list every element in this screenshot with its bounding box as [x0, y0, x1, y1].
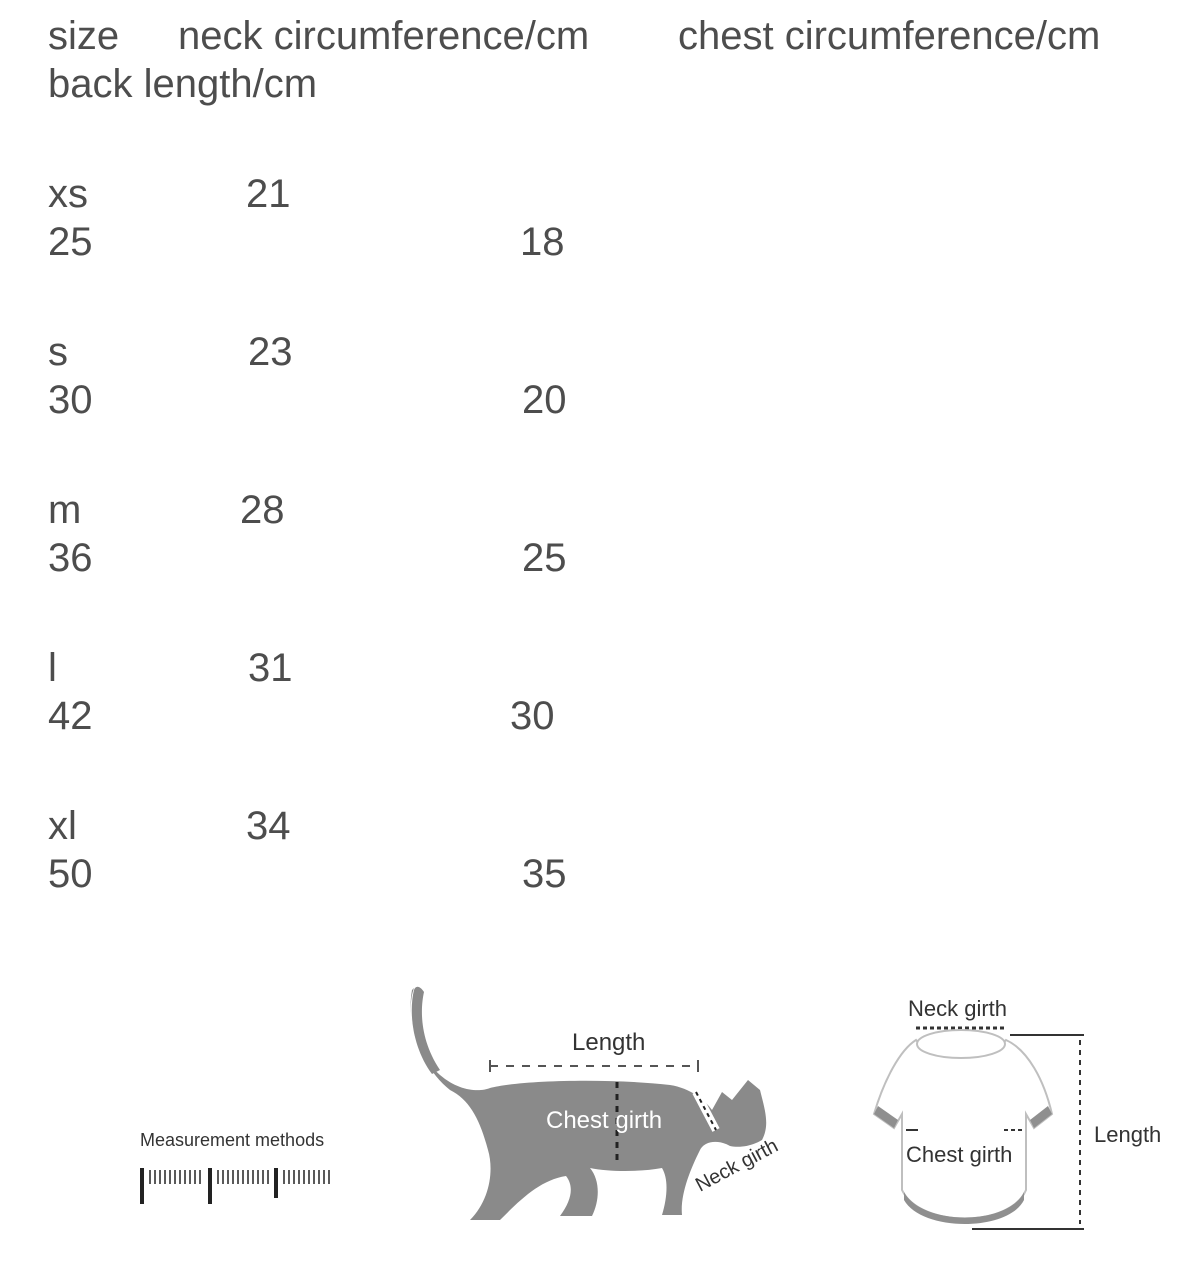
cat-length-label: Length	[572, 1029, 646, 1056]
shirt-chest-girth-label: Chest girth	[906, 1142, 1013, 1167]
shirt-neck-girth-label: Neck girth	[908, 996, 1008, 1021]
row-back: 18	[520, 220, 565, 264]
row-size: xl	[48, 804, 77, 848]
row-neck: 21	[246, 172, 291, 216]
row-neck: 34	[246, 804, 291, 848]
row-size: m	[48, 488, 82, 532]
shirt-icon	[874, 1030, 1052, 1224]
header-neck-circumference: neck circumference/cm	[178, 14, 590, 58]
cat-chest-girth-label: Chest girth	[546, 1107, 663, 1134]
row-chest: 42	[48, 694, 93, 738]
row-back: 30	[510, 694, 555, 738]
row-size: l	[48, 646, 57, 690]
row-size: s	[48, 330, 68, 374]
header-chest-circumference: chest circumference/cm	[678, 14, 1101, 58]
measurement-methods-label: Measurement methods	[140, 1130, 325, 1150]
row-back: 20	[522, 378, 567, 422]
row-chest: 36	[48, 536, 93, 580]
cat-neck-girth-label: Neck girth	[692, 1134, 782, 1197]
header-back-length: back length/cm	[48, 62, 318, 106]
row-back: 25	[522, 536, 567, 580]
row-neck: 28	[240, 488, 285, 532]
row-neck: 31	[248, 646, 293, 690]
row-chest: 50	[48, 852, 93, 896]
row-neck: 23	[248, 330, 293, 374]
row-back: 35	[522, 852, 567, 896]
row-chest: 25	[48, 220, 93, 264]
row-size: xs	[48, 172, 88, 216]
measurement-diagram	[0, 960, 1200, 1263]
ruler-icon	[142, 1168, 329, 1204]
header-size: size	[48, 14, 120, 58]
shirt-length-label: Length	[1094, 1122, 1162, 1147]
row-chest: 30	[48, 378, 93, 422]
